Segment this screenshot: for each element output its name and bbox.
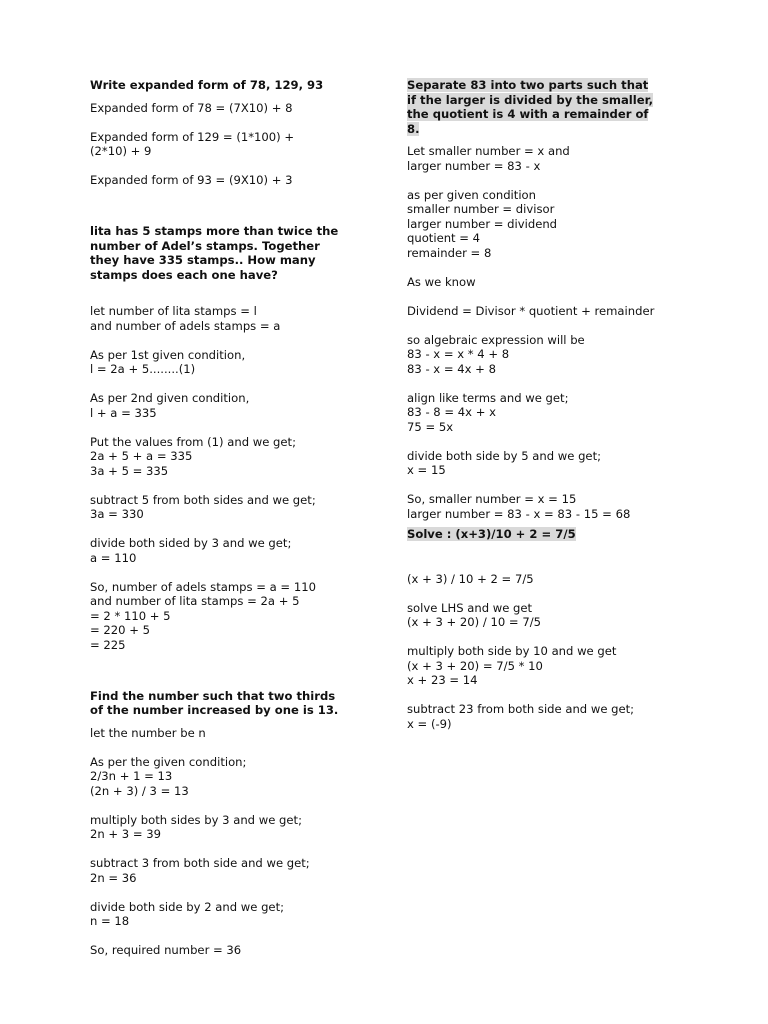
text-line: Put the values from (1) and we get; — [90, 434, 296, 449]
text-line: solve LHS and we get — [407, 600, 533, 615]
highlighted-question-title: the quotient is 4 with a remainder of — [407, 107, 649, 121]
text-line: x + 23 = 14 — [407, 673, 478, 687]
left-column — [90, 78, 382, 972]
answer-78 — [90, 101, 382, 116]
text-line: 75 = 5x — [407, 419, 454, 434]
question-title: number of Adel’s stamps. Together — [90, 238, 320, 253]
text-line: = 2 * 110 + 5 — [90, 608, 171, 623]
text-line: Expanded form of 129 = (1*100) + — [90, 129, 295, 144]
question-expanded-form — [90, 78, 382, 93]
text-line: subtract 23 from both side and we get; — [407, 702, 635, 716]
answer-93 — [90, 173, 382, 188]
solution-step — [90, 536, 382, 565]
text-line: remainder = 8 — [407, 245, 492, 260]
text-line: So, required number = 36 — [90, 943, 242, 957]
question-title: Find the number such that two thirds — [90, 688, 336, 703]
question-two-thirds — [90, 689, 382, 718]
text-line: 3a = 330 — [90, 507, 144, 521]
solution-step — [407, 188, 699, 261]
solution-step — [90, 348, 382, 377]
text-line: As per the given condition; — [90, 754, 247, 769]
solution-step — [90, 856, 382, 885]
text-line: l + a = 335 — [90, 405, 157, 420]
text-line: a = 110 — [90, 550, 137, 565]
solution-step — [407, 391, 699, 435]
text-line: As per 2nd given condition, — [90, 391, 250, 405]
question-stamps — [90, 224, 382, 282]
text-line: (x + 3 + 20) / 10 = 7/5 — [407, 615, 541, 629]
text-line: divide both sided by 3 and we get; — [90, 536, 292, 550]
text-line: 2n = 36 — [90, 870, 137, 885]
text-line: (x + 3 + 20) = 7/5 * 10 — [407, 658, 543, 673]
text-line: 83 - x = 4x + 8 — [407, 361, 496, 376]
text-line: so algebraic expression will be — [407, 332, 585, 347]
text-line: 83 - x = x * 4 + 8 — [407, 347, 510, 361]
text-line: larger number = dividend — [407, 216, 558, 231]
text-line: x = (-9) — [407, 716, 452, 731]
question-title: of the number increased by one is 13. — [90, 703, 339, 717]
solution-step — [407, 304, 699, 319]
question-separate-83 — [407, 78, 699, 136]
text-line: and number of lita stamps = 2a + 5 — [90, 594, 300, 608]
text-line: l = 2a + 5........(1) — [90, 362, 196, 376]
text-line: 3a + 5 = 335 — [90, 463, 169, 478]
text-line: 2/3n + 1 = 13 — [90, 769, 173, 783]
solution-step — [90, 580, 382, 653]
question-title: Write expanded form of 78, 129, 93 — [90, 78, 324, 92]
highlighted-question-title: Separate 83 into two parts such that — [407, 78, 649, 92]
text-line: = 220 + 5 — [90, 623, 150, 637]
solution-step — [90, 391, 382, 420]
solution-step — [90, 304, 382, 333]
text-line: multiply both side by 10 and we get — [407, 644, 617, 658]
text-line: So, smaller number = x = 15 — [407, 492, 577, 506]
solution-step — [407, 492, 699, 521]
text-line: quotient = 4 — [407, 231, 481, 245]
solution-step — [407, 333, 699, 377]
text-line: multiply both sides by 3 and we get; — [90, 812, 302, 827]
answer-129 — [90, 130, 382, 159]
question-title: they have 335 stamps.. How many — [90, 253, 316, 267]
text-line: Expanded form of 93 = (9X10) + 3 — [90, 173, 293, 187]
question-title: stamps does each one have? — [90, 267, 278, 282]
text-line: n = 18 — [90, 914, 130, 928]
text-line: 2a + 5 + a = 335 — [90, 449, 193, 463]
text-line: = 225 — [90, 637, 126, 652]
solution-step — [90, 493, 382, 522]
question-title: lita has 5 stamps more than twice the — [90, 224, 339, 238]
text-line: 2n + 3 = 39 — [90, 827, 162, 841]
solution-step — [407, 144, 699, 173]
text-line: subtract 3 from both side and we get; — [90, 856, 310, 870]
text-line: x = 15 — [407, 463, 446, 477]
text-line: (2*10) + 9 — [90, 144, 152, 158]
text-line: and number of adels stamps = a — [90, 318, 281, 333]
text-line: align like terms and we get; — [407, 390, 569, 405]
text-line: 83 - 8 = 4x + x — [407, 405, 496, 419]
solution-step — [407, 572, 699, 587]
highlighted-question-title: Solve : (x+3)/10 + 2 = 7/5 — [407, 527, 576, 541]
solution-step — [407, 702, 699, 731]
question-solve-equation — [407, 527, 699, 542]
text-line: (x + 3) / 10 + 2 = 7/5 — [407, 571, 534, 586]
text-line: As per 1st given condition, — [90, 347, 246, 362]
solution-step — [407, 601, 699, 630]
text-line: (2n + 3) / 3 = 13 — [90, 783, 189, 798]
text-line: Dividend = Divisor * quotient + remainder — [407, 303, 655, 318]
solution-step — [90, 726, 382, 741]
text-line: as per given condition — [407, 187, 536, 202]
text-line: So, number of adels stamps = a = 110 — [90, 579, 316, 594]
solution-step — [407, 644, 699, 688]
text-line: let number of lita stamps = l — [90, 304, 257, 318]
highlighted-question-title: 8. — [407, 121, 420, 136]
highlighted-question-title: if the larger is divided by the smaller, — [407, 92, 654, 107]
solution-step — [407, 275, 699, 290]
text-line: Expanded form of 78 = (7X10) + 8 — [90, 100, 293, 115]
solution-step — [90, 813, 382, 842]
text-line: let the number be n — [90, 725, 206, 740]
text-line: subtract 5 from both sides and we get; — [90, 492, 316, 507]
text-line: As we know — [407, 274, 476, 289]
solution-step — [90, 943, 382, 958]
right-column — [407, 78, 699, 746]
text-line: larger number = 83 - x — [407, 158, 541, 173]
text-line: larger number = 83 - x = 83 - 15 = 68 — [407, 506, 631, 521]
text-line: divide both side by 2 and we get; — [90, 899, 285, 914]
text-line: divide both side by 5 and we get; — [407, 448, 602, 463]
solution-step — [90, 435, 382, 479]
solution-step — [407, 449, 699, 478]
text-line: smaller number = divisor — [407, 202, 555, 216]
solution-step — [90, 755, 382, 799]
text-line: Let smaller number = x and — [407, 144, 570, 158]
solution-step — [90, 900, 382, 929]
